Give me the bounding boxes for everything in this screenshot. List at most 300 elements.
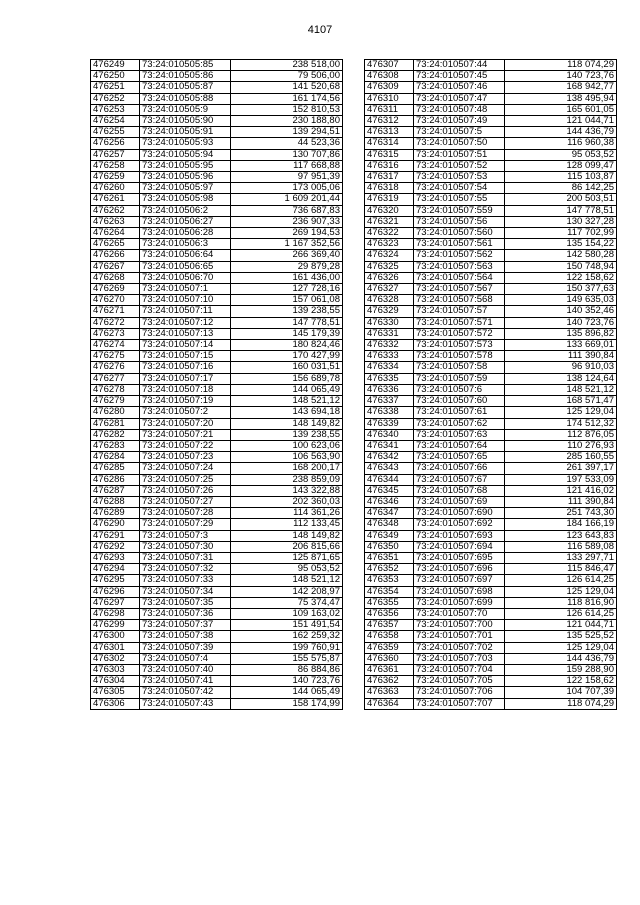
record-number-cell: 476325 [365, 261, 414, 272]
cadastral-number-cell: 73:24:010507:702 [414, 642, 505, 653]
cadastral-number-cell: 73:24:010507:52 [414, 160, 505, 171]
record-number-cell: 476309 [365, 82, 414, 93]
cadastral-value-cell: 135 896,82 [505, 328, 617, 339]
table-row [365, 205, 617, 216]
cadastral-value-cell: 151 491,54 [231, 620, 343, 631]
cadastral-value-cell: 161 174,56 [231, 93, 343, 104]
cadastral-value-cell: 147 778,51 [231, 317, 343, 328]
table-row [91, 631, 343, 642]
table-row [91, 295, 343, 306]
cadastral-number-cell: 73:24:010507:704 [414, 664, 505, 675]
cadastral-number-cell: 73:24:010505:88 [140, 93, 231, 104]
cadastral-number-cell: 73:24:010507:19 [140, 396, 231, 407]
cadastral-number-cell: 73:24:010507:568 [414, 295, 505, 306]
record-number-cell: 476354 [365, 586, 414, 597]
cadastral-value-cell: 140 723,76 [505, 317, 617, 328]
cadastral-number-cell: 73:24:010505:94 [140, 149, 231, 160]
table-row [91, 642, 343, 653]
record-number-cell: 476362 [365, 676, 414, 687]
record-number-cell: 476284 [91, 452, 140, 463]
table-row [91, 620, 343, 631]
cadastral-number-cell: 73:24:010506:28 [140, 228, 231, 239]
table-row [91, 429, 343, 440]
cadastral-number-cell: 73:24:010507:59 [414, 373, 505, 384]
cadastral-value-cell: 112 133,45 [231, 519, 343, 530]
cadastral-number-cell: 73:24:010506:65 [140, 261, 231, 272]
cadastral-number-cell: 73:24:010505:86 [140, 71, 231, 82]
record-number-cell: 476341 [365, 440, 414, 451]
table-row [365, 183, 617, 194]
record-number-cell: 476326 [365, 272, 414, 283]
cadastral-number-cell: 73:24:010507:690 [414, 508, 505, 519]
cadastral-value-cell: 109 163,02 [231, 608, 343, 619]
table-row [365, 71, 617, 82]
table-row [91, 71, 343, 82]
cadastral-number-cell: 73:24:010507:26 [140, 485, 231, 496]
record-number-cell: 476331 [365, 328, 414, 339]
cadastral-number-cell: 73:24:010507:67 [414, 474, 505, 485]
record-number-cell: 476299 [91, 620, 140, 631]
record-number-cell: 476252 [91, 93, 140, 104]
cadastral-number-cell: 73:24:010507:60 [414, 396, 505, 407]
cadastral-number-cell: 73:24:010507:700 [414, 620, 505, 631]
table-row [91, 586, 343, 597]
table-row [365, 362, 617, 373]
table-row [365, 631, 617, 642]
table-row [365, 418, 617, 429]
cadastral-value-cell: 165 601,05 [505, 104, 617, 115]
table-row [91, 396, 343, 407]
record-number-cell: 476273 [91, 328, 140, 339]
cadastral-value-cell: 144 436,79 [505, 653, 617, 664]
record-number-cell: 476315 [365, 149, 414, 160]
table-row [91, 205, 343, 216]
table-row [365, 597, 617, 608]
cadastral-number-cell: 73:24:010507:55 [414, 194, 505, 205]
table-row [91, 284, 343, 295]
cadastral-number-cell: 73:24:010507:54 [414, 183, 505, 194]
record-number-cell: 476348 [365, 519, 414, 530]
cadastral-value-cell: 141 520,68 [231, 82, 343, 93]
cadastral-number-cell: 73:24:010507:703 [414, 653, 505, 664]
record-number-cell: 476306 [91, 698, 140, 709]
cadastral-number-cell: 73:24:010505:91 [140, 127, 231, 138]
table-row [365, 407, 617, 418]
cadastral-number-cell: 73:24:010507:39 [140, 642, 231, 653]
table-row [365, 496, 617, 507]
record-number-cell: 476328 [365, 295, 414, 306]
cadastral-value-cell: 112 876,05 [505, 429, 617, 440]
table-row [91, 452, 343, 463]
cadastral-number-cell: 73:24:010507:11 [140, 306, 231, 317]
cadastral-number-cell: 73:24:010507:46 [414, 82, 505, 93]
cadastral-value-cell: 736 687,83 [231, 205, 343, 216]
cadastral-value-cell: 122 158,62 [505, 676, 617, 687]
record-number-cell: 476333 [365, 351, 414, 362]
table-row [365, 564, 617, 575]
cadastral-value-cell: 200 503,51 [505, 194, 617, 205]
cadastral-value-cell: 95 053,52 [231, 564, 343, 575]
record-number-cell: 476272 [91, 317, 140, 328]
record-number-cell: 476289 [91, 508, 140, 519]
cadastral-value-cell: 150 377,63 [505, 284, 617, 295]
cadastral-number-cell: 73:24:010507:5 [414, 127, 505, 138]
record-number-cell: 476267 [91, 261, 140, 272]
record-number-cell: 476359 [365, 642, 414, 653]
cadastral-value-cell: 161 436,00 [231, 272, 343, 283]
cadastral-value-cell: 173 005,06 [231, 183, 343, 194]
cadastral-value-cell: 133 669,01 [505, 340, 617, 351]
record-number-cell: 476279 [91, 396, 140, 407]
cadastral-number-cell: 73:24:010507:564 [414, 272, 505, 283]
table-row [365, 429, 617, 440]
cadastral-value-cell: 117 702,99 [505, 228, 617, 239]
cadastral-number-cell: 73:24:010507:47 [414, 93, 505, 104]
cadastral-number-cell: 73:24:010507:53 [414, 172, 505, 183]
table-row [365, 261, 617, 272]
table-row [91, 541, 343, 552]
table-row [365, 228, 617, 239]
record-number-cell: 476352 [365, 564, 414, 575]
table-row [91, 93, 343, 104]
cadastral-value-cell: 115 846,47 [505, 564, 617, 575]
table-row [365, 373, 617, 384]
table-row [91, 149, 343, 160]
cadastral-number-cell: 73:24:010507:2 [140, 407, 231, 418]
cadastral-number-cell: 73:24:010507:40 [140, 664, 231, 675]
record-number-cell: 476351 [365, 552, 414, 563]
table-row [365, 160, 617, 171]
record-number-cell: 476347 [365, 508, 414, 519]
cadastral-number-cell: 73:24:010505:85 [140, 60, 231, 71]
table-row [91, 373, 343, 384]
cadastral-value-cell: 138 124,64 [505, 373, 617, 384]
cadastral-number-cell: 73:24:010507:66 [414, 463, 505, 474]
record-number-cell: 476258 [91, 160, 140, 171]
table-row [365, 586, 617, 597]
record-number-cell: 476263 [91, 216, 140, 227]
table-row [91, 597, 343, 608]
cadastral-number-cell: 73:24:010507:695 [414, 552, 505, 563]
register-table-left [90, 59, 343, 710]
cadastral-number-cell: 73:24:010507:45 [414, 71, 505, 82]
record-number-cell: 476275 [91, 351, 140, 362]
cadastral-value-cell: 143 694,18 [231, 407, 343, 418]
table-row [365, 216, 617, 227]
cadastral-number-cell: 73:24:010507:62 [414, 418, 505, 429]
record-number-cell: 476343 [365, 463, 414, 474]
cadastral-value-cell: 126 614,25 [505, 575, 617, 586]
record-number-cell: 476271 [91, 306, 140, 317]
cadastral-number-cell: 73:24:010507:573 [414, 340, 505, 351]
record-number-cell: 476324 [365, 250, 414, 261]
record-number-cell: 476311 [365, 104, 414, 115]
cadastral-value-cell: 148 149,82 [231, 418, 343, 429]
cadastral-value-cell: 139 238,55 [231, 429, 343, 440]
cadastral-value-cell: 127 728,16 [231, 284, 343, 295]
table-row [365, 664, 617, 675]
record-number-cell: 476363 [365, 687, 414, 698]
table-row [91, 127, 343, 138]
table-row [91, 60, 343, 71]
cadastral-value-cell: 197 533,09 [505, 474, 617, 485]
cadastral-number-cell: 73:24:010507:58 [414, 362, 505, 373]
cadastral-number-cell: 73:24:010507:28 [140, 508, 231, 519]
record-number-cell: 476319 [365, 194, 414, 205]
cadastral-number-cell: 73:24:010507:20 [140, 418, 231, 429]
record-number-cell: 476296 [91, 586, 140, 597]
cadastral-value-cell: 121 416,02 [505, 485, 617, 496]
table-row [365, 149, 617, 160]
record-number-cell: 476310 [365, 93, 414, 104]
cadastral-value-cell: 238 859,09 [231, 474, 343, 485]
record-number-cell: 476300 [91, 631, 140, 642]
record-number-cell: 476287 [91, 485, 140, 496]
record-number-cell: 476340 [365, 429, 414, 440]
record-number-cell: 476293 [91, 552, 140, 563]
cadastral-value-cell: 95 053,52 [505, 149, 617, 160]
cadastral-value-cell: 126 614,25 [505, 608, 617, 619]
cadastral-number-cell: 73:24:010507:693 [414, 530, 505, 541]
cadastral-value-cell: 180 824,46 [231, 340, 343, 351]
cadastral-number-cell: 73:24:010507:692 [414, 519, 505, 530]
record-number-cell: 476265 [91, 239, 140, 250]
record-number-cell: 476256 [91, 138, 140, 149]
table-row [365, 687, 617, 698]
register-table-right [364, 59, 617, 710]
cadastral-value-cell: 174 512,32 [505, 418, 617, 429]
record-number-cell: 476257 [91, 149, 140, 160]
table-row [365, 317, 617, 328]
record-number-cell: 476358 [365, 631, 414, 642]
table-row [365, 104, 617, 115]
cadastral-number-cell: 73:24:010507:563 [414, 261, 505, 272]
table-row [365, 328, 617, 339]
cadastral-value-cell: 106 563,90 [231, 452, 343, 463]
table-row [365, 272, 617, 283]
table-row [365, 295, 617, 306]
cadastral-value-cell: 251 743,30 [505, 508, 617, 519]
record-number-cell: 476281 [91, 418, 140, 429]
cadastral-value-cell: 123 643,83 [505, 530, 617, 541]
cadastral-number-cell: 73:24:010507:571 [414, 317, 505, 328]
cadastral-number-cell: 73:24:010507:42 [140, 687, 231, 698]
cadastral-number-cell: 73:24:010507:697 [414, 575, 505, 586]
table-row [91, 474, 343, 485]
record-number-cell: 476282 [91, 429, 140, 440]
table-row [365, 452, 617, 463]
record-number-cell: 476283 [91, 440, 140, 451]
record-number-cell: 476292 [91, 541, 140, 552]
table-row [91, 228, 343, 239]
record-number-cell: 476336 [365, 384, 414, 395]
cadastral-value-cell: 144 065,49 [231, 687, 343, 698]
cadastral-value-cell: 125 871,65 [231, 552, 343, 563]
cadastral-number-cell: 73:24:010505:98 [140, 194, 231, 205]
cadastral-value-cell: 135 525,52 [505, 631, 617, 642]
cadastral-value-cell: 79 506,00 [231, 71, 343, 82]
cadastral-number-cell: 73:24:010507:3 [140, 530, 231, 541]
record-number-cell: 476302 [91, 653, 140, 664]
table-row [365, 60, 617, 71]
table-row [365, 541, 617, 552]
cadastral-value-cell: 121 044,71 [505, 116, 617, 127]
record-number-cell: 476327 [365, 284, 414, 295]
table-row [91, 664, 343, 675]
cadastral-value-cell: 155 575,87 [231, 653, 343, 664]
record-number-cell: 476308 [365, 71, 414, 82]
table-row [91, 440, 343, 451]
table-row [365, 575, 617, 586]
cadastral-value-cell: 168 200,17 [231, 463, 343, 474]
cadastral-number-cell: 73:24:010507:65 [414, 452, 505, 463]
table-row [91, 698, 343, 709]
cadastral-number-cell: 73:24:010507:12 [140, 317, 231, 328]
cadastral-number-cell: 73:24:010507:578 [414, 351, 505, 362]
table-row [365, 463, 617, 474]
cadastral-value-cell: 184 166,19 [505, 519, 617, 530]
record-number-cell: 476295 [91, 575, 140, 586]
cadastral-value-cell: 142 208,97 [231, 586, 343, 597]
cadastral-number-cell: 73:24:010507:31 [140, 552, 231, 563]
cadastral-number-cell: 73:24:010507:61 [414, 407, 505, 418]
cadastral-number-cell: 73:24:010507:698 [414, 586, 505, 597]
cadastral-number-cell: 73:24:010507:27 [140, 496, 231, 507]
record-number-cell: 476285 [91, 463, 140, 474]
record-number-cell: 476312 [365, 116, 414, 127]
record-number-cell: 476305 [91, 687, 140, 698]
cadastral-number-cell: 73:24:010507:16 [140, 362, 231, 373]
table-row [365, 239, 617, 250]
cadastral-number-cell: 73:24:010507:41 [140, 676, 231, 687]
cadastral-value-cell: 125 129,04 [505, 407, 617, 418]
record-number-cell: 476318 [365, 183, 414, 194]
table-row [365, 384, 617, 395]
table-row [91, 384, 343, 395]
record-number-cell: 476280 [91, 407, 140, 418]
record-number-cell: 476288 [91, 496, 140, 507]
table-row [365, 194, 617, 205]
cadastral-value-cell: 121 044,71 [505, 620, 617, 631]
table-row [91, 485, 343, 496]
table-row [91, 575, 343, 586]
cadastral-value-cell: 230 188,80 [231, 116, 343, 127]
cadastral-value-cell: 144 436,79 [505, 127, 617, 138]
record-number-cell: 476259 [91, 172, 140, 183]
cadastral-value-cell: 29 879,28 [231, 261, 343, 272]
record-number-cell: 476313 [365, 127, 414, 138]
cadastral-value-cell: 149 635,03 [505, 295, 617, 306]
cadastral-value-cell: 143 322,88 [231, 485, 343, 496]
table-row [91, 172, 343, 183]
table-row [91, 407, 343, 418]
cadastral-value-cell: 139 238,55 [231, 306, 343, 317]
cadastral-value-cell: 86 884,86 [231, 664, 343, 675]
cadastral-number-cell: 73:24:010507:21 [140, 429, 231, 440]
record-number-cell: 476298 [91, 608, 140, 619]
record-number-cell: 476346 [365, 496, 414, 507]
record-number-cell: 476253 [91, 104, 140, 115]
cadastral-number-cell: 73:24:010507:24 [140, 463, 231, 474]
record-number-cell: 476329 [365, 306, 414, 317]
cadastral-value-cell: 170 427,99 [231, 351, 343, 362]
cadastral-value-cell: 261 397,17 [505, 463, 617, 474]
table-row [365, 172, 617, 183]
record-number-cell: 476261 [91, 194, 140, 205]
record-number-cell: 476269 [91, 284, 140, 295]
cadastral-number-cell: 73:24:010507:560 [414, 228, 505, 239]
cadastral-number-cell: 73:24:010506:70 [140, 272, 231, 283]
cadastral-value-cell: 160 031,51 [231, 362, 343, 373]
table-row [365, 620, 617, 631]
table-row [91, 116, 343, 127]
table-row [365, 519, 617, 530]
cadastral-number-cell: 73:24:010507:696 [414, 564, 505, 575]
table-row [91, 194, 343, 205]
cadastral-number-cell: 73:24:010507:705 [414, 676, 505, 687]
register-table-right-body [365, 60, 617, 710]
record-number-cell: 476335 [365, 373, 414, 384]
table-row [365, 284, 617, 295]
record-number-cell: 476314 [365, 138, 414, 149]
cadastral-number-cell: 73:24:010507:29 [140, 519, 231, 530]
cadastral-value-cell: 150 748,94 [505, 261, 617, 272]
cadastral-value-cell: 111 390,84 [505, 496, 617, 507]
cadastral-number-cell: 73:24:010507:4 [140, 653, 231, 664]
cadastral-number-cell: 73:24:010507:37 [140, 620, 231, 631]
cadastral-number-cell: 73:24:010507:562 [414, 250, 505, 261]
table-row [91, 564, 343, 575]
cadastral-number-cell: 73:24:010507:38 [140, 631, 231, 642]
table-row [365, 474, 617, 485]
cadastral-value-cell: 114 361,26 [231, 508, 343, 519]
record-number-cell: 476286 [91, 474, 140, 485]
cadastral-number-cell: 73:24:010507:18 [140, 384, 231, 395]
cadastral-number-cell: 73:24:010507:22 [140, 440, 231, 451]
cadastral-number-cell: 73:24:010507:6 [414, 384, 505, 395]
record-number-cell: 476260 [91, 183, 140, 194]
record-number-cell: 476250 [91, 71, 140, 82]
cadastral-number-cell: 73:24:010507:10 [140, 295, 231, 306]
table-row [365, 508, 617, 519]
record-number-cell: 476264 [91, 228, 140, 239]
record-number-cell: 476320 [365, 205, 414, 216]
cadastral-value-cell: 266 369,40 [231, 250, 343, 261]
cadastral-value-cell: 148 521,12 [505, 384, 617, 395]
cadastral-number-cell: 73:24:010506:64 [140, 250, 231, 261]
cadastral-number-cell: 73:24:010507:13 [140, 328, 231, 339]
table-row [91, 272, 343, 283]
cadastral-number-cell: 73:24:010507:25 [140, 474, 231, 485]
record-number-cell: 476303 [91, 664, 140, 675]
table-row [365, 530, 617, 541]
register-table-left-body [91, 60, 343, 710]
table-row [91, 216, 343, 227]
cadastral-value-cell: 238 518,00 [231, 60, 343, 71]
record-number-cell: 476364 [365, 698, 414, 709]
cadastral-number-cell: 73:24:010507:14 [140, 340, 231, 351]
record-number-cell: 476353 [365, 575, 414, 586]
table-row [365, 250, 617, 261]
page-number: 4107 [307, 24, 333, 36]
cadastral-number-cell: 73:24:010507:707 [414, 698, 505, 709]
cadastral-value-cell: 116 589,08 [505, 541, 617, 552]
cadastral-value-cell: 130 327,28 [505, 216, 617, 227]
record-number-cell: 476251 [91, 82, 140, 93]
record-number-cell: 476317 [365, 172, 414, 183]
table-row [91, 362, 343, 373]
record-number-cell: 476268 [91, 272, 140, 283]
